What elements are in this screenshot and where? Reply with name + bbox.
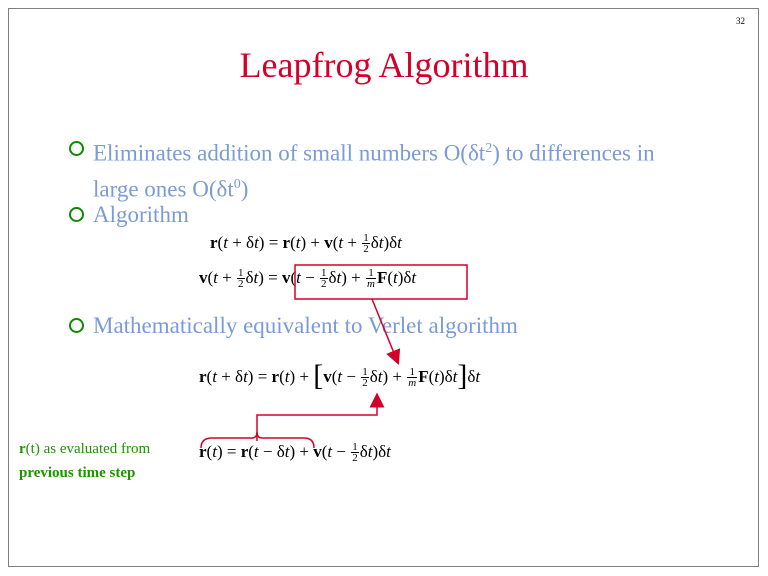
equation-position-update: r(t + δt) = r(t) + v(t + $\frac{1}{2}$ δt)δt: [210, 231, 402, 255]
bullet-eliminates-sup-2: 0: [233, 176, 241, 192]
bullet-eliminates-text: Eliminates addition of small numbers O(δt: [93, 140, 486, 166]
bullet-eliminates-sup: 2: [485, 141, 493, 156]
bullet-algorithm: Algorithm: [93, 202, 189, 227]
bullet-eliminates-text-end: ) to differences in: [492, 140, 655, 166]
arrow-previous-step: [257, 400, 377, 441]
highlight-box: [295, 265, 467, 299]
bullet-verlet: Mathematically equivalent to Verlet algorithm: [93, 313, 518, 338]
arrow-to-bracket: [372, 299, 396, 358]
note-text-1: (t) as evaluated from: [25, 441, 151, 457]
equation-previous-step: r(t) = r(t − δt) + v(t − $\frac{1}{2}$ δt)δt: [199, 440, 391, 464]
slide-title: Leapfrog Algorithm: [239, 45, 529, 85]
bullet-eliminates-text-2: large ones O(δt: [93, 176, 234, 202]
note-text-2: previous time step: [19, 465, 136, 481]
note-bold-r: r: [19, 441, 26, 457]
equation-velocity-update: v(t + $\frac{1}{2}$ δt) = v(t − $\frac{1}{2}$ δt) + $\frac{1}{m}$ F(t)δt: [199, 266, 417, 290]
equation-verlet-expanded: r(t + δt) = r(t) + [v(t − $\frac{1}{2}$ δt) + $\frac{1}{m}$ F(t)δt]δt: [199, 359, 481, 393]
bullet-eliminates-text-2-end: ): [240, 176, 249, 202]
page-number: 32: [736, 16, 745, 26]
